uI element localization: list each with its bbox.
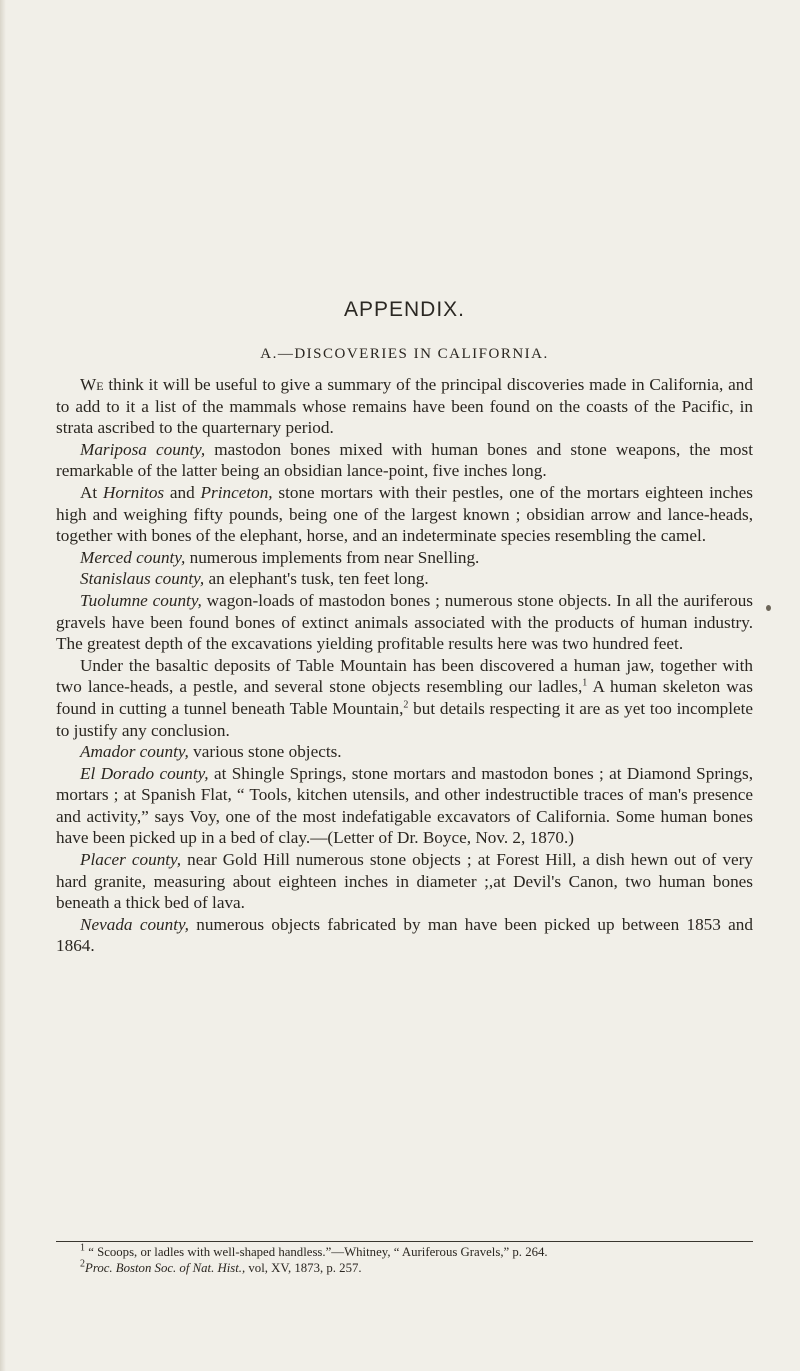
footnote-2 (56, 1260, 753, 1276)
entry-el-dorado (56, 763, 753, 849)
entry-name: Placer county, (80, 850, 182, 870)
body-text (56, 374, 753, 957)
footnote-ref-1[interactable]: 1 (582, 677, 588, 689)
entry-amador (56, 741, 753, 763)
entry-text: near Gold Hill numerous stone objects ; at Forest Hill, a dish hewn out of very hard granite, measuring about eighteen inches in diameter ;,at Devil's Canon, two human bones beneath a thick bed of lava. (56, 850, 753, 913)
footnote-text: “ Scoops, or ladles with well-shaped handless.”—Whitney, “ Auriferous Gravels,” p. 264. (85, 1245, 548, 1259)
entry-text: numerous implements from near Snelling. (185, 547, 480, 567)
entry-hornitos (56, 482, 753, 547)
entry-pre: At (80, 482, 103, 502)
entry-name: Hornitos (102, 482, 165, 502)
ink-speck (766, 605, 771, 611)
entry-name: Stanislaus county, (80, 569, 205, 589)
entry-name: Princeton, (200, 482, 273, 502)
entry-name: Amador county, (80, 742, 189, 762)
footnote-title: Proc. Boston Soc. of Nat. Hist., (85, 1261, 246, 1275)
entry-mariposa (56, 439, 753, 482)
entry-placer (56, 849, 753, 914)
footnote-mark: 2 (80, 1258, 85, 1270)
entry-name: Nevada county, (80, 914, 189, 934)
entry-text: various stone objects. (188, 742, 342, 762)
entry-text: Under the basaltic deposits of Table Mountain has been discovered a human jaw, together with two lance-heads, a pestle, and several stone objects resembling our ladles, (56, 655, 753, 697)
entry-text: stone mortars with their pestles, one of the mortars eighteen inches high and weighing fifty pounds, being one of the largest known ; obsidian arrow and lance-heads, together with bones of the elephant, horse, and an indeterminate species resembling the camel. (56, 482, 753, 546)
entry-text: but details respecting it are as yet too incomplete to justify any conclusion. (56, 698, 753, 740)
entry-merced (56, 547, 753, 569)
entry-name: El Dorado county, (80, 763, 209, 783)
page-edge (0, 0, 6, 1371)
entry-mid: and (164, 482, 201, 502)
footnote-text: vol, XV, 1873, p. 257. (245, 1261, 362, 1275)
footnote-divider (56, 1241, 753, 1242)
footnotes (56, 1244, 753, 1276)
entry-text: numerous objects fabricated by man have been picked up between 1853 and 1864. (56, 914, 753, 956)
entry-table-mountain (56, 655, 753, 741)
entry-text: an elephant's tusk, ten feet long. (204, 569, 429, 589)
footnote-ref-2[interactable]: 2 (403, 699, 409, 711)
entry-name: Mariposa county, (80, 439, 206, 459)
entry-text: wagon-loads of mastodon bones ; numerous stone objects. In all the auriferous gravels have been found bones of extinct animals associated with the products of human industry. The greatest depth of the excavations yielding profitable results here was two hundred feet. (56, 590, 753, 654)
footnote-1 (56, 1244, 753, 1260)
entry-text: at Shingle Springs, stone mortars and mastodon bones ; at Diamond Springs, mortars ; at Spanish Flat, “ Tools, kitchen utensils, and other indestructible traces of man's presence and activity,” says Voy, one of the most indefatigable excavators of California. Some human bones have been picked up in a bed of clay.—(Letter of Dr. Boyce, Nov. 2, 1870.) (56, 763, 753, 848)
entry-stanislaus (56, 568, 753, 590)
entry-name: Tuolumne county, (80, 590, 202, 610)
entry-name: Merced county, (80, 547, 186, 567)
entry-nevada (56, 914, 753, 957)
intro-paragraph (56, 374, 753, 439)
intro-text: think it will be useful to give a summary of the principal discoveries made in California, and to add to it a list of the mammals whose remains have been found on the coasts of the Pacific, in strata ascribed to the quarternary period. (56, 375, 753, 438)
entry-text: A human skeleton was found in cutting a tunnel beneath Table Mountain, (56, 677, 753, 718)
appendix-title: APPENDIX. (343, 298, 466, 321)
entry-tuolumne (56, 590, 753, 655)
section-title: A.—DISCOVERIES IN CALIFORNIA. (260, 346, 549, 362)
intro-lead: We (80, 375, 104, 394)
entry-text: mastodon bones mixed with human bones and stone weapons, the most remarkable of the latter being an obsidian lance-point, five inches long. (56, 439, 753, 481)
footnote-mark: 1 (80, 1242, 85, 1254)
